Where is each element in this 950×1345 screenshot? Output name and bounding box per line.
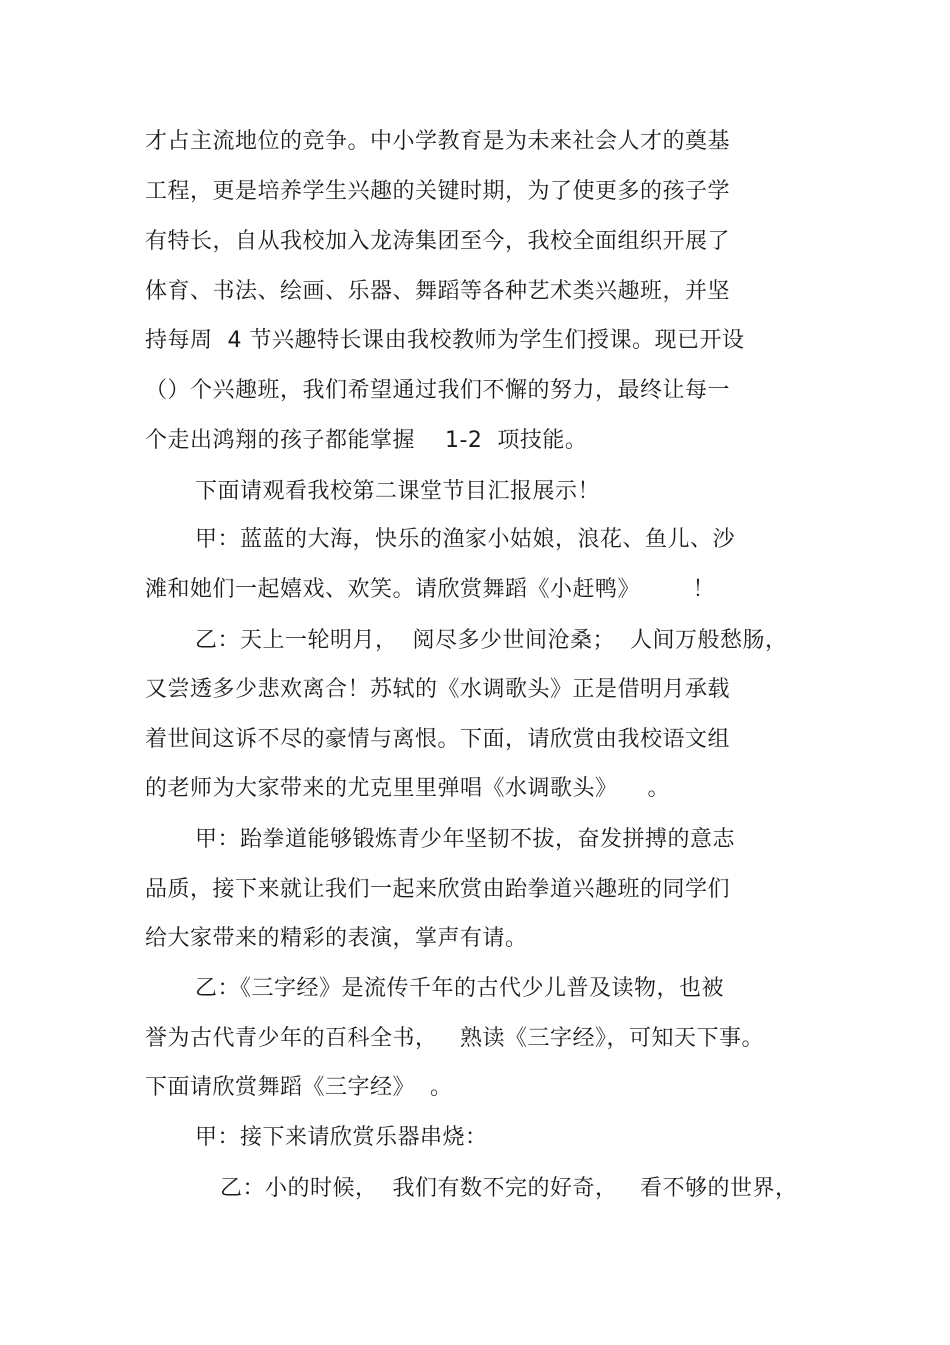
text-line-2: 工程，更是培养学生兴趣的关键时期，为了使更多的孩子学 <box>145 179 731 204</box>
text-line-19: 誉为古代青少年的百科全书， 熟读《三字经》，可知天下事。 <box>145 1026 764 1051</box>
text-line-10: 滩和她们一起嬉戏、欢笑。请欣赏舞蹈《小赶鸭》 ！ <box>145 577 715 602</box>
text-line-7: 个走出鸿翔的孩子都能掌握 1-2 项技能。 <box>145 428 588 453</box>
text-line-8: 下面请观看我校第二课堂节目汇报展示！ <box>195 479 601 504</box>
text-line-5: 持每周 4 节兴趣特长课由我校教师为学生们授课。现已开设 <box>145 328 745 353</box>
text-line-13: 着世间这诉不尽的豪情与离恨。下面，请欣赏由我校语文组 <box>145 727 731 752</box>
text-line-20: 下面请欣赏舞蹈《三字经》 。 <box>145 1075 453 1100</box>
text-line-18: 乙：《三字经》是流传千年的古代少儿普及读物，也被 <box>195 976 725 1001</box>
text-line-15: 甲：跆拳道能够锻炼青少年坚韧不拔，奋发拼搏的意志 <box>195 827 736 852</box>
text-line-14: 的老师为大家带来的尤克里里弹唱《水调歌头》 。 <box>145 776 670 801</box>
text-line-16: 品质，接下来就让我们一起来欣赏由跆拳道兴趣班的同学们 <box>145 877 731 902</box>
text-line-22: 乙：小的时候， 我们有数不完的好奇， 看不够的世界， <box>220 1176 798 1201</box>
text-line-11: 乙：天上一轮明月， 阅尽多少世间沧桑； 人间万般愁肠， <box>195 628 788 653</box>
text-line-17: 给大家带来的精彩的表演，掌声有请。 <box>145 926 528 951</box>
text-line-3: 有特长，自从我校加入龙涛集团至今，我校全面组织开展了 <box>145 229 731 254</box>
text-line-12: 又尝透多少悲欢离合！苏轼的《水调歌头》正是借明月承载 <box>145 677 731 702</box>
text-line-4: 体育、书法、绘画、乐器、舞蹈等各种艺术类兴趣班，并坚 <box>145 279 731 304</box>
text-line-1: 才占主流地位的竞争。中小学教育是为未来社会人才的奠基 <box>145 129 731 154</box>
text-line-9: 甲：蓝蓝的大海，快乐的渔家小姑娘，浪花、鱼儿、沙 <box>195 527 736 552</box>
text-line-21: 甲：接下来请欣赏乐器串烧： <box>195 1125 488 1150</box>
text-line-6: （）个兴趣班，我们希望通过我们不懈的努力，最终让每一 <box>145 378 731 403</box>
